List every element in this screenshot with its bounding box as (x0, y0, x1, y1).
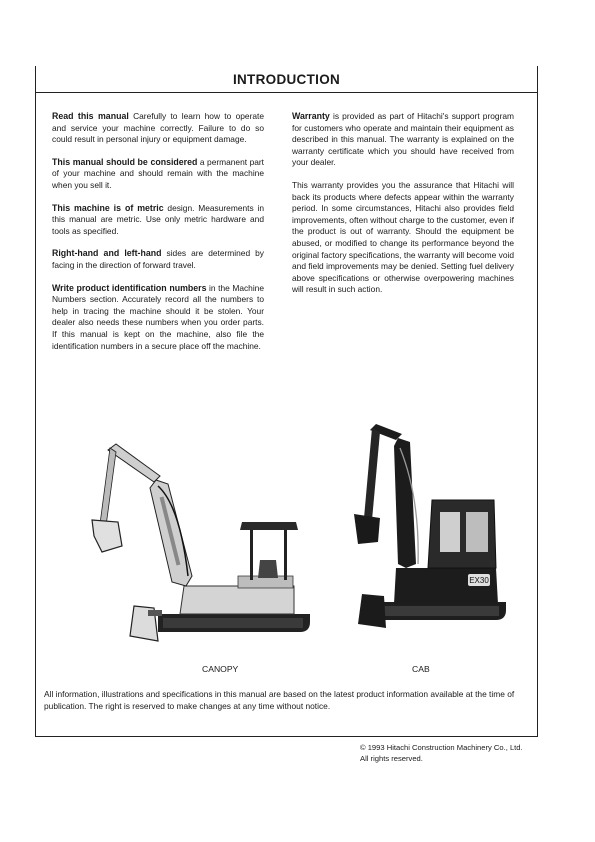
paragraph (52, 111, 264, 146)
page-frame (35, 66, 538, 737)
paragraph (52, 203, 264, 238)
left-column (52, 111, 264, 363)
paragraph-lead: Write product identification numbers (52, 282, 207, 293)
paragraph-text: is provided as part of Hitachi's support program for customers who operate and maintain their equipment as described in this manual. The warranty is explained on the warranty certificate which you should have received from your dealer. (292, 111, 514, 168)
paragraph-lead: Warranty (292, 111, 330, 121)
copyright-block (360, 742, 523, 764)
paragraph-text: sides are determined by facing in the direction of forward travel. (52, 248, 264, 270)
right-column (292, 111, 514, 307)
notice-text: All information, illustrations and specifications in this manual are based on the latest product information available at the time of publication. The right is reserved to make changes at any time without notice. (44, 689, 515, 711)
paragraph-text: in the Machine Numbers section. Accurately record all the numbers to help in tracing the machine should it be stolen. Your dealer also needs these numbers when you order parts. If this manual is kept on the machine, also file the identification numbers in a secure place off the machine. (52, 282, 264, 351)
paragraph-lead: Read this manual (52, 111, 129, 121)
cab-excavator-image (336, 418, 511, 650)
paragraph-lead: This machine is of metric (52, 202, 164, 213)
title-bar (36, 66, 537, 93)
canopy-excavator-image (88, 436, 320, 656)
rights-line: All rights reserved. (360, 754, 423, 763)
paragraph (52, 248, 264, 271)
paragraph-lead: Right-hand and left-hand (52, 248, 162, 259)
paragraph-lead: This manual should be considered (52, 156, 198, 167)
paragraph-text: This warranty provides you the assurance that Hitachi will back its products where defects appear within the warranty period. In some circumstances, Hitachi also provides field improvements, often without charge to the customer, even if the product is out of warranty. Should the equipment be abused, or modified to change its performance beyond the original factory specifications, the warranty will become void and field improvements may be denied. Setting fuel delivery above specifications or otherwise overpowering machines will result in such action. (292, 179, 514, 295)
paragraph (52, 157, 264, 192)
paragraph-text: Carefully to learn how to operate and service your machine correctly. Failure to do so could result in personal injury or equipment damage. (52, 111, 265, 145)
paragraph-text: a permanent part of your machine and should remain with the machine when you sell it. (52, 156, 264, 190)
cab-badge: EX30 (469, 576, 489, 585)
cab-caption: CAB (412, 664, 430, 674)
photo-area (36, 418, 537, 688)
page-title: INTRODUCTION (232, 71, 341, 87)
canopy-caption: CANOPY (202, 664, 239, 674)
paragraph (292, 111, 514, 169)
paragraph (292, 180, 514, 296)
paragraph (52, 283, 264, 353)
copyright-line: © 1993 Hitachi Construction Machinery Co., Ltd. (360, 743, 523, 752)
paragraph-text: design. Measurements in this manual are metric. Use only metric hardware and tools as specified. (52, 202, 264, 236)
